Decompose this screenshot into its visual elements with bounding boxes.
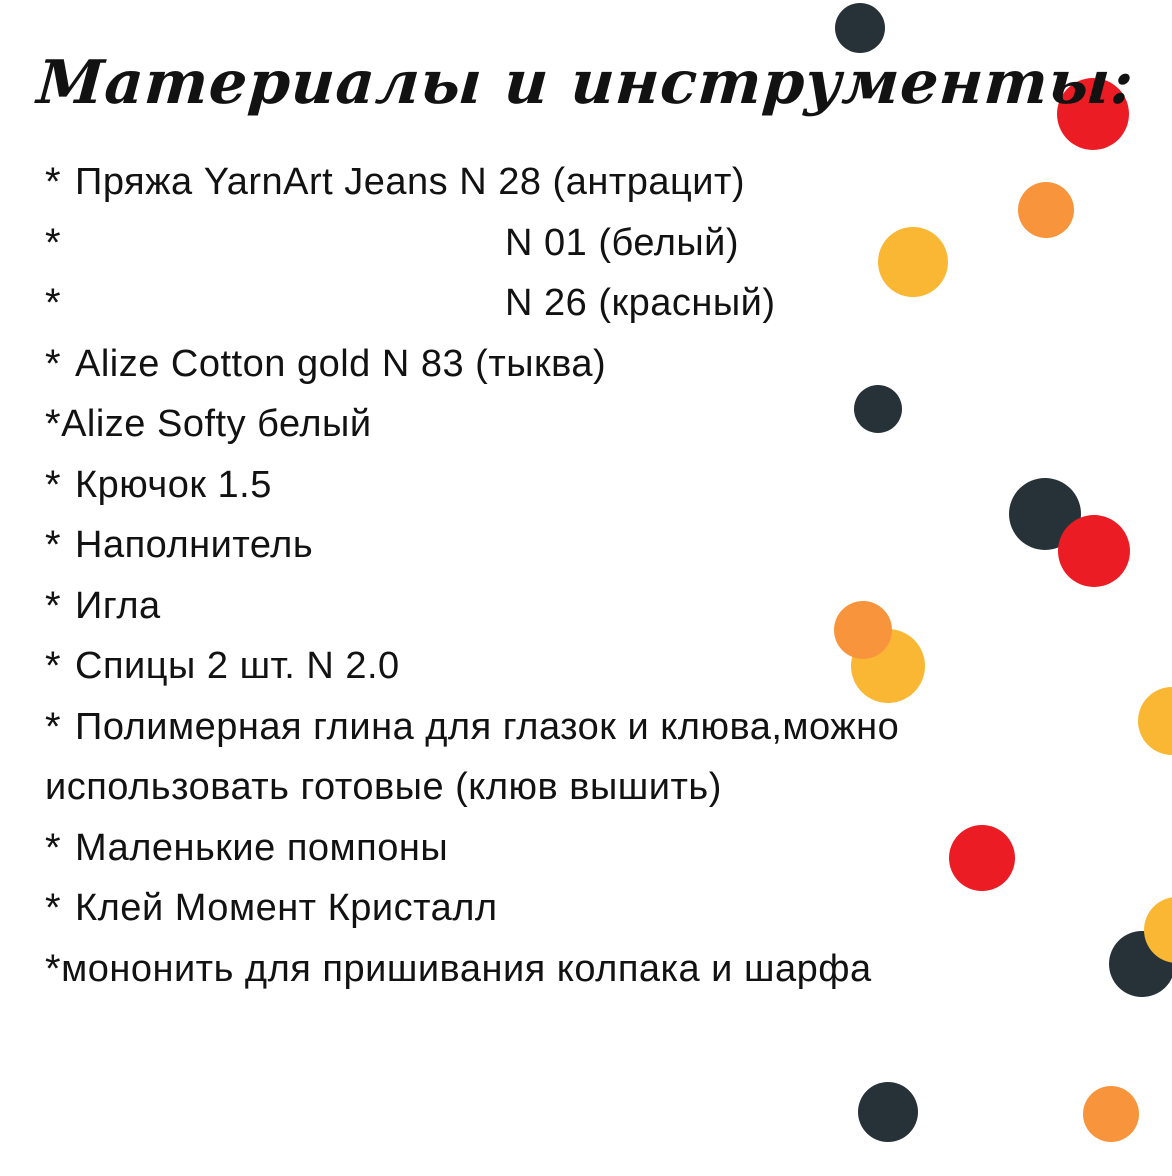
list-item-text: N 26 (красный)	[505, 282, 776, 324]
list-item-text: Игла	[75, 584, 161, 627]
list-item-text: Alize Softy белый	[61, 403, 372, 445]
list-item-text: Alize Cotton gold N 83 (тыква)	[75, 342, 607, 385]
list-item	[45, 277, 1172, 338]
list-item-text: Крючок 1.5	[75, 463, 272, 506]
list-item	[45, 943, 1172, 1004]
asterisk-bullet: *	[45, 462, 62, 507]
list-item	[45, 519, 1172, 580]
asterisk-bullet: *	[45, 886, 62, 930]
list-item-text: Маленькие помпоны	[75, 826, 449, 869]
list-item-text: использовать готовые (клюв вышить)	[45, 766, 722, 808]
list-item	[45, 217, 1172, 278]
page-title: Материалы и инструменты:	[34, 48, 1137, 118]
asterisk-bullet: *	[45, 281, 62, 325]
list-item-text: Клей Момент Кристалл	[75, 887, 498, 929]
list-item	[45, 338, 1172, 399]
list-item	[45, 156, 1172, 217]
list-item-text: N 01 (белый)	[505, 221, 740, 264]
list-item	[45, 701, 1172, 762]
list-item	[45, 459, 1172, 520]
list-item	[45, 580, 1172, 641]
asterisk-bullet: *	[45, 704, 62, 749]
list-item	[45, 882, 1172, 943]
list-item-text: мононить для пришивания колпака и шарфа	[61, 947, 872, 990]
list-item-text: Спицы 2 шт. N 2.0	[75, 645, 400, 687]
list-item-text: Наполнитель	[75, 524, 314, 566]
asterisk-bullet: *	[45, 341, 62, 386]
asterisk-bullet: *	[45, 825, 62, 870]
asterisk-bullet: *	[45, 160, 62, 204]
asterisk-bullet: *	[45, 402, 62, 446]
list-item	[45, 822, 1172, 883]
asterisk-bullet: *	[45, 523, 62, 567]
list-item	[45, 761, 1172, 822]
asterisk-bullet: *	[45, 946, 62, 991]
list-item-text: Полимерная глина для глазок и клюва,можно	[75, 705, 900, 748]
asterisk-bullet: *	[45, 644, 62, 688]
list-item-text: Пряжа YarnArt Jeans N 28 (антрацит)	[75, 161, 746, 203]
list-item	[45, 398, 1172, 459]
materials-list	[45, 156, 1172, 1003]
asterisk-bullet: *	[45, 220, 62, 265]
list-item	[45, 640, 1172, 701]
asterisk-bullet: *	[45, 583, 62, 628]
